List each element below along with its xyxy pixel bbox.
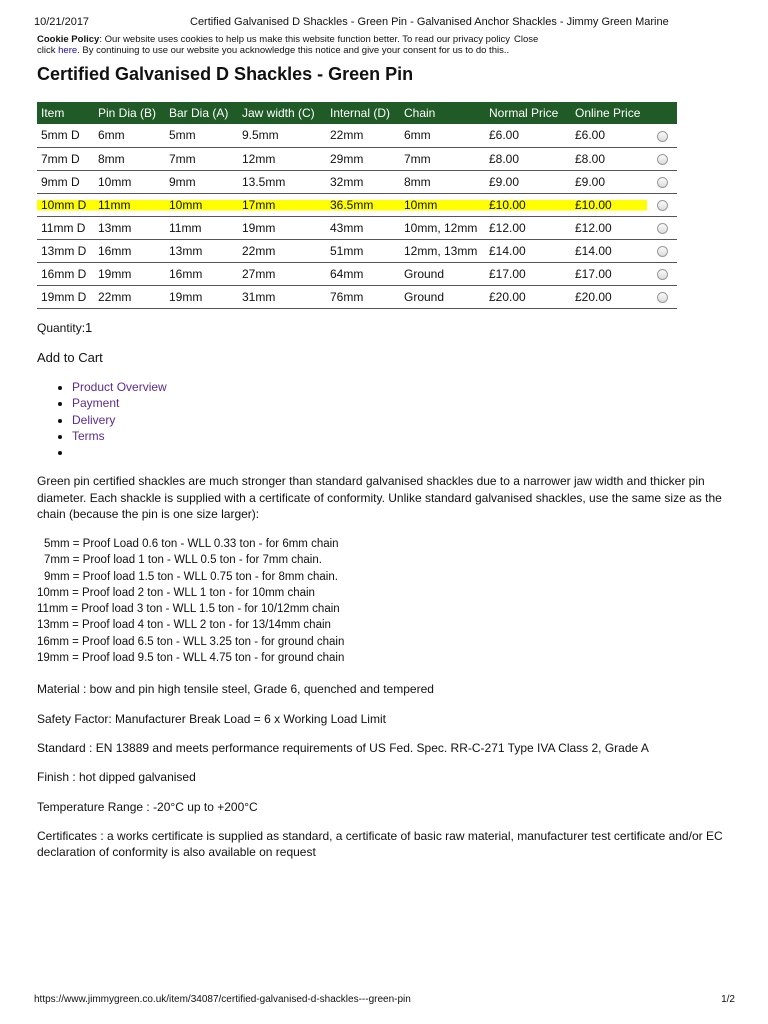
nav-item-empty xyxy=(72,444,167,460)
table-row xyxy=(37,170,677,193)
print-date: 10/21/2017 xyxy=(34,16,90,28)
table-cell: 22mm xyxy=(326,124,400,147)
table-cell: 13mm D xyxy=(37,239,94,262)
column-header: Internal (D) xyxy=(326,102,400,124)
payment-link[interactable]: Payment xyxy=(72,396,120,411)
page-title: Certified Galvanised D Shackles - Green Pin xyxy=(37,64,414,84)
select-cell xyxy=(647,170,677,193)
safety-factor-spec: Safety Factor: Manufacturer Break Load = 6 x Working Load Limit xyxy=(37,712,386,726)
cookie-text-click: click xyxy=(37,45,56,56)
table-cell: £10.00 xyxy=(571,193,647,216)
table-cell: 64mm xyxy=(326,262,400,285)
table-cell: £6.00 xyxy=(571,124,647,147)
table-row xyxy=(37,124,677,147)
select-cell xyxy=(647,147,677,170)
table-row xyxy=(37,193,677,216)
table-cell: 19mm xyxy=(238,216,326,239)
table-cell: £17.00 xyxy=(571,262,647,285)
table-cell: 11mm xyxy=(94,193,165,216)
load-line: 7mm = Proof load 1 ton - WLL 0.5 ton - for 7mm chain. xyxy=(44,554,322,567)
cookie-text-consent: . By continuing to use our website you acknowledge this notice and give your consent for us to do this.. xyxy=(77,45,510,56)
table-cell: £9.00 xyxy=(485,170,571,193)
select-cell xyxy=(647,193,677,216)
column-header: Pin Dia (B) xyxy=(94,102,165,124)
print-header xyxy=(34,16,734,30)
table-cell: 7mm xyxy=(400,147,485,170)
table-cell: 6mm xyxy=(400,124,485,147)
load-line: 10mm = Proof load 2 ton - WLL 1 ton - for 10mm chain xyxy=(37,586,315,599)
select-radio-button[interactable] xyxy=(657,246,668,257)
select-cell xyxy=(647,285,677,308)
table-cell: 12mm, 13mm xyxy=(400,239,485,262)
load-line: 13mm = Proof load 4 ton - WLL 2 ton - for 13/14mm chain xyxy=(37,619,331,632)
nav-item-payment xyxy=(72,395,167,411)
cookie-close-button[interactable]: Close xyxy=(513,34,539,45)
table-cell: 7mm xyxy=(165,147,238,170)
quantity-label: Quantity: xyxy=(37,321,86,335)
table-cell: £20.00 xyxy=(485,285,571,308)
table-cell: 32mm xyxy=(326,170,400,193)
table-cell: 13.5mm xyxy=(238,170,326,193)
select-radio-button[interactable] xyxy=(657,269,668,280)
select-radio-button[interactable] xyxy=(657,200,668,211)
material-spec: Material : bow and pin high tensile steel, Grade 6, quenched and tempered xyxy=(37,682,434,696)
cookie-here-link[interactable]: here xyxy=(58,45,78,56)
table-cell: £8.00 xyxy=(571,147,647,170)
load-line: 16mm = Proof load 6.5 ton - WLL 3.25 ton - for ground chain xyxy=(37,635,345,648)
table-cell: 29mm xyxy=(326,147,400,170)
footer-page-number: 1/2 xyxy=(721,994,735,1005)
select-cell xyxy=(647,262,677,285)
table-cell: 5mm xyxy=(165,124,238,147)
table-cell: 10mm xyxy=(400,193,485,216)
table-cell: 22mm xyxy=(238,239,326,262)
select-cell xyxy=(647,216,677,239)
select-radio-button[interactable] xyxy=(657,223,668,234)
terms-link[interactable]: Terms xyxy=(72,428,105,443)
table-cell: £8.00 xyxy=(485,147,571,170)
table-cell: 9.5mm xyxy=(238,124,326,147)
load-line: 5mm = Proof Load 0.6 ton - WLL 0.33 ton - for 6mm chain xyxy=(44,538,339,550)
proof-load-list xyxy=(37,536,344,666)
table-cell: £9.00 xyxy=(571,170,647,193)
quantity xyxy=(37,320,92,335)
intro-paragraph: Green pin certified shackles are much stronger than standard galvanised shackles due to a narrower jaw width and thicker pin diameter. Each shackle is supplied with a certificate of conformity. Unlike standard galvanised shackles, use the same size as the chain (because the pin is one size larger): xyxy=(37,474,722,521)
column-header: Online Price xyxy=(571,102,647,124)
select-radio-button[interactable] xyxy=(657,177,668,188)
add-to-cart-button[interactable]: Add to Cart xyxy=(37,350,103,365)
product-overview-link[interactable]: Product Overview xyxy=(72,380,167,394)
product-nav xyxy=(72,379,167,460)
column-header: Chain xyxy=(400,102,485,124)
table-cell: 11mm D xyxy=(37,216,94,239)
table-cell: £14.00 xyxy=(485,239,571,262)
table-cell: 8mm xyxy=(94,147,165,170)
table-cell: 13mm xyxy=(165,239,238,262)
select-cell xyxy=(647,239,677,262)
table-cell: 5mm D xyxy=(37,124,94,147)
table-row xyxy=(37,147,677,170)
column-header: Bar Dia (A) xyxy=(165,102,238,124)
load-line: 11mm = Proof load 3 ton - WLL 1.5 ton - for 10/12mm chain xyxy=(37,603,340,616)
table-cell: 10mm D xyxy=(37,193,94,216)
table-cell: 27mm xyxy=(238,262,326,285)
footer-url: https://www.jimmygreen.co.uk/item/34087/certified-galvanised-d-shackles---green-pin xyxy=(34,994,411,1005)
select-radio-button[interactable] xyxy=(657,154,668,165)
table-row xyxy=(37,239,677,262)
nav-item-overview xyxy=(72,379,167,395)
select-radio-button[interactable] xyxy=(657,292,668,303)
cookie-policy-label: Cookie Policy xyxy=(37,34,100,45)
table-cell: 31mm xyxy=(238,285,326,308)
select-cell xyxy=(647,124,677,147)
table-cell: £20.00 xyxy=(571,285,647,308)
table-cell: 17mm xyxy=(238,193,326,216)
table-cell: £12.00 xyxy=(571,216,647,239)
table-cell: 19mm D xyxy=(37,285,94,308)
load-line: 9mm = Proof load 1.5 ton - WLL 0.75 ton - for 8mm chain. xyxy=(44,570,338,583)
select-radio-button[interactable] xyxy=(657,131,668,142)
finish-spec: Finish : hot dipped galvanised xyxy=(37,770,196,784)
table-cell: 9mm xyxy=(165,170,238,193)
delivery-link[interactable]: Delivery xyxy=(72,412,116,427)
load-line: 19mm = Proof load 9.5 ton - WLL 4.75 ton - for ground chain xyxy=(37,652,345,665)
standard-spec: Standard : EN 13889 and meets performance requirements of US Fed. Spec. RR-C-271 Type IVA Class 2, Grade A xyxy=(37,741,649,755)
table-row xyxy=(37,262,677,285)
table-cell: 22mm xyxy=(94,285,165,308)
table-cell: 16mm xyxy=(165,262,238,285)
table-cell: 10mm xyxy=(94,170,165,193)
table-cell: £14.00 xyxy=(571,239,647,262)
table-cell: 8mm xyxy=(400,170,485,193)
column-header: Jaw width (C) xyxy=(238,102,326,124)
certificates-spec: Certificates : a works certificate is supplied as standard, a certificate of basic raw material, manufacturer test certificate and/or EC declaration of conformity is also available on request xyxy=(37,829,723,859)
table-cell: £12.00 xyxy=(485,216,571,239)
table-row xyxy=(37,216,677,239)
table-cell: 9mm D xyxy=(37,170,94,193)
cookie-notice xyxy=(37,34,597,56)
table-cell: 43mm xyxy=(326,216,400,239)
table-cell: 12mm xyxy=(238,147,326,170)
column-header: Normal Price xyxy=(485,102,571,124)
table-cell: £6.00 xyxy=(485,124,571,147)
cookie-text: : Our website uses cookies to help us make this website function better. To read our privacy policy xyxy=(99,34,510,45)
table-cell: Ground xyxy=(400,285,485,308)
table-cell: 36.5mm xyxy=(326,193,400,216)
table-cell: 19mm xyxy=(165,285,238,308)
column-header: Item xyxy=(37,102,94,124)
temperature-spec: Temperature Range : -20°C up to +200°C xyxy=(37,800,258,814)
table-cell: 11mm xyxy=(165,216,238,239)
quantity-input[interactable]: 1 xyxy=(85,320,93,335)
table-cell: 76mm xyxy=(326,285,400,308)
print-page-title: Certified Galvanised D Shackles - Green Pin - Galvanised Anchor Shackles - Jimmy Green Marine xyxy=(190,16,669,28)
table-cell: Ground xyxy=(400,262,485,285)
nav-item-terms xyxy=(72,428,167,444)
nav-item-delivery xyxy=(72,412,167,428)
table-header-row xyxy=(37,102,677,124)
table-cell: 16mm D xyxy=(37,262,94,285)
product-table xyxy=(37,102,677,309)
table-row xyxy=(37,285,677,308)
table-cell: 16mm xyxy=(94,239,165,262)
table-cell: 19mm xyxy=(94,262,165,285)
table-cell: 10mm xyxy=(165,193,238,216)
table-cell: £17.00 xyxy=(485,262,571,285)
column-header-select xyxy=(647,102,677,124)
table-cell: 10mm, 12mm xyxy=(400,216,485,239)
table-cell: 13mm xyxy=(94,216,165,239)
table-cell: 6mm xyxy=(94,124,165,147)
table-cell: 51mm xyxy=(326,239,400,262)
table-cell: 7mm D xyxy=(37,147,94,170)
table-cell: £10.00 xyxy=(485,193,571,216)
